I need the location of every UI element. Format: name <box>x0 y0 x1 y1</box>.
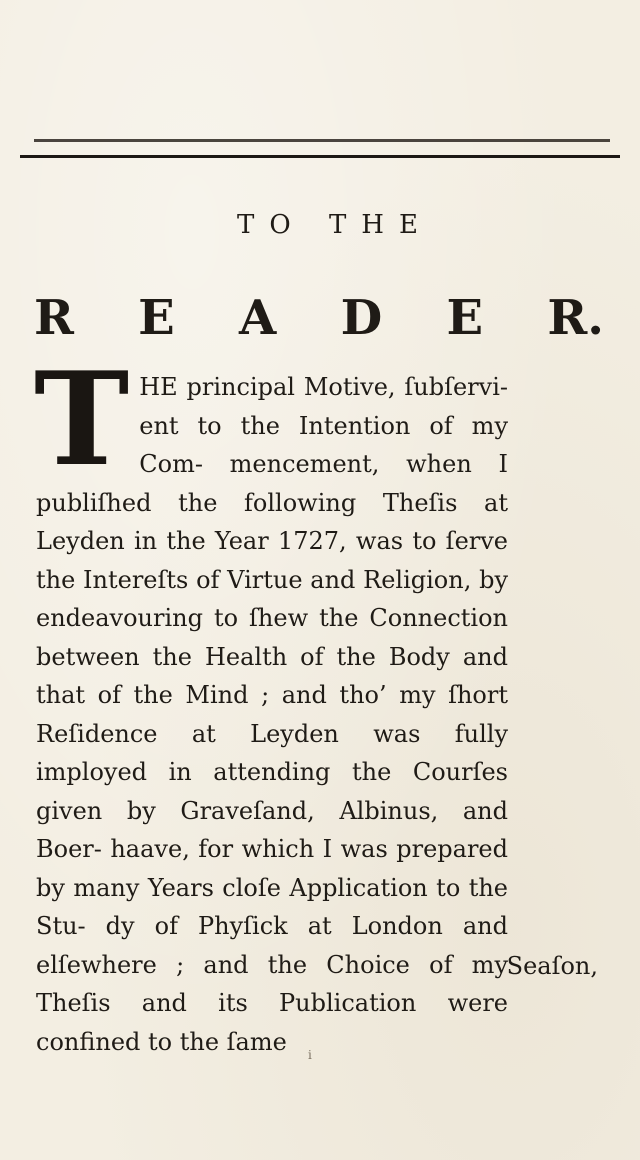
signature-mark: i <box>308 1048 312 1062</box>
bottom-rule <box>20 155 620 158</box>
catchword: Seaſon, <box>506 952 598 980</box>
heading-letter: R. <box>547 290 604 346</box>
top-rule <box>34 139 610 142</box>
heading-letter: D <box>340 290 383 346</box>
heading-letter: R <box>34 290 74 346</box>
heading-letter: E <box>138 290 175 346</box>
heading-to-the: TO THE <box>237 210 433 240</box>
heading-reader <box>34 290 604 346</box>
drop-cap: T <box>34 345 130 495</box>
body-paragraph: HE principal Motive, ſubſervi- ent to the Intention of my Com- mencement, when I publiſhed the following Theſis at Leyden in the Year 1727, was to ſerve the Intereſts of Virtue and Religion, by endeavouring to ſhew the Connection between the Health of the Body and that of the Mind ; and tho’ my ſhort Reſidence at Leyden was fully imployed in attending the Courſes given by Graveſand, Albinus, and Boer- haave, for which I was prepared by many Years cloſe Application to the Stu- dy of Phyſick at London and elſewhere ; and the Choice of my Theſis and its Publication were confined to the ſame <box>36 373 508 1056</box>
heading-letter: A <box>239 290 277 346</box>
heading-letter: E <box>446 290 484 346</box>
